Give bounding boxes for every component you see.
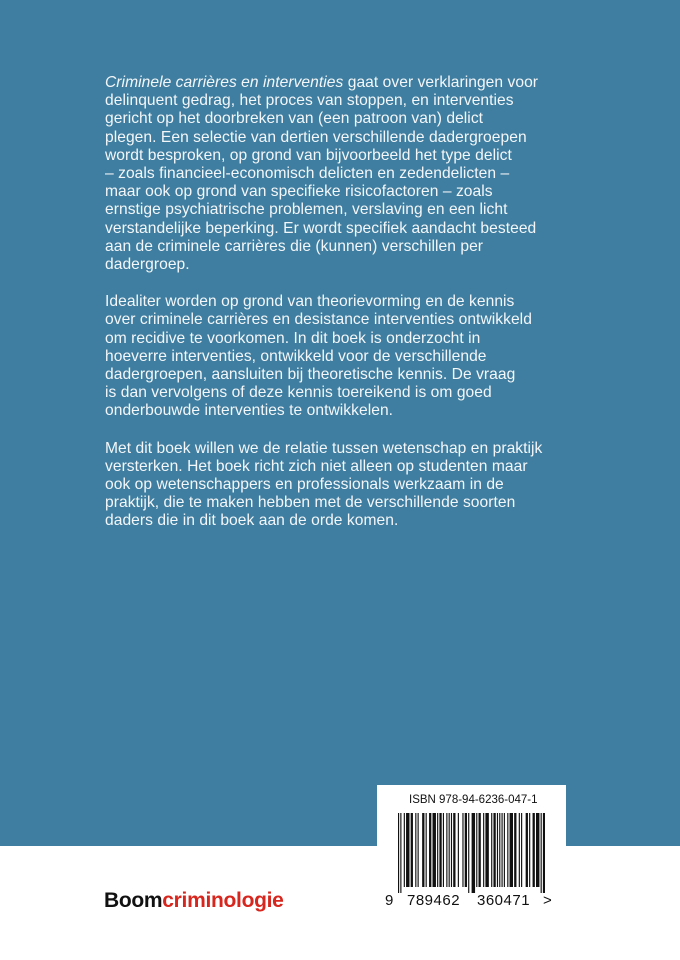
barcode-bar [426,813,427,887]
blurb-paragraph [105,293,575,420]
barcode-bar [453,813,455,887]
blurb-line [105,238,575,256]
barcode-bar [485,813,488,887]
blurb-line [105,494,575,512]
blurb-line [105,402,575,420]
blurb-line-text: over criminele carrières en desistance interventies ontwikkeld [105,311,532,329]
blurb-line-text: is dan vervolgens of deze kennis toereikend is om goed [105,384,492,402]
blurb-paragraph [105,74,575,274]
barcode-bar [398,813,399,893]
blurb-line [105,110,575,128]
blurb-line [105,311,575,329]
barcode-bar [404,813,405,887]
blurb-line-text: Met dit boek willen we de relatie tussen wetenschap en praktijk [105,439,543,457]
blurb-line-text: dadergroep. [105,256,190,274]
back-cover-blurb [105,74,575,550]
blurb-line [105,458,575,476]
blurb-line [105,74,575,92]
publisher-name-criminologie: criminologie [162,889,284,912]
publisher-name-boom: Boom [104,889,163,912]
blurb-line [105,92,575,110]
blurb-line-text: om recidive te voorkomen. In dit boek is onderzocht in [105,329,481,347]
blurb-line [105,220,575,238]
blurb-line-text: ernstige psychiatrische problemen, verslaving en een licht [105,201,508,219]
barcode-bar [543,813,545,893]
barcode-bar [418,813,419,887]
barcode-bar [479,813,481,887]
barcode-bar [422,813,424,887]
barcode-bar [526,813,528,887]
blurb-line [105,183,575,201]
barcode-bar [472,813,475,893]
blurb-line-text: ook op wetenschappers en professionals werkzaam in de [105,476,504,494]
barcode-bar [446,813,447,887]
blurb-line-text: gaat over verklaringen voor [343,74,539,91]
blurb-line [105,293,575,311]
barcode-bar [502,813,503,887]
barcode-bars [398,813,545,893]
blurb-line-text: daders die in dit boek aan de orde komen. [105,512,399,530]
blurb-line-text: – zoals financieel-economisch delicten en zedendelicten – [105,165,510,183]
blurb-line [105,384,575,402]
blurb-line [105,476,575,494]
barcode-bar [533,813,535,887]
barcode-bar [462,813,463,887]
book-title-italic: Criminele carrières en interventies [105,74,344,91]
barcode-bar [411,813,413,887]
blurb-line-text: delinquent gedrag, het proces van stoppen, en interventies [105,92,514,110]
barcode-bar [519,813,520,887]
blurb-line [105,256,575,274]
barcode-bar [536,813,539,887]
blurb-line [105,330,575,348]
barcode-bar [468,813,469,893]
blurb-line-text: praktijk, die te maken hebben met de verschillende soorten [105,494,516,512]
barcode-bar [458,813,459,887]
blurb-line [105,348,575,366]
publisher-logo [104,889,284,913]
barcode-bar [406,813,409,887]
barcode-bar [415,813,416,887]
blurb-line [105,440,575,458]
barcode-bar [476,813,477,887]
blurb-line-text: Idealiter worden op grond van theorievorming en de kennis [105,293,515,311]
blurb-line-text: versterken. Het boek richt zich niet alleen op studenten maar [105,457,528,475]
barcode-bar [497,813,498,887]
barcode-bar [451,813,452,887]
barcode-bar [483,813,484,887]
barcode-bar [429,813,431,887]
barcode-panel [377,785,566,915]
blurb-line [105,512,575,530]
blurb-line-text: aan de criminele carrières die (kunnen) verschillen per [105,237,484,255]
barcode-bar [465,813,467,887]
blurb-line-text: wordt besproken, op grond van bijvoorbeeld het type delict [105,146,512,164]
barcode-bar [443,813,444,887]
barcode-end-mark: > [543,892,553,909]
barcode-group-right: 360471 [477,892,531,909]
blurb-line [105,147,575,165]
blurb-line-text: gericht op het doorbreken van (een patroon van) delict [105,110,484,128]
blurb-paragraph [105,440,575,531]
barcode-bar [507,813,508,887]
blurb-line-text: verstandelijke beperking. Er wordt specifiek aandacht besteed [105,219,537,237]
barcode-bar [521,813,522,887]
blurb-line-text: hoeverre interventies, ontwikkeld voor de verschillende [105,347,487,365]
barcode-group-left: 789462 [407,892,461,909]
barcode-bar [449,813,450,887]
blurb-line-text: maar ook op grond van specifieke risicofactoren – zoals [105,183,493,201]
barcode-bar [493,813,495,887]
blurb-line [105,366,575,384]
barcode-bar [491,813,492,887]
barcode-bar [433,813,436,887]
blurb-line [105,201,575,219]
barcode-digits [385,892,552,909]
blurb-line [105,165,575,183]
blurb-line-text: plegen. Een selectie van dertien verschillende dadergroepen [105,128,527,146]
barcode-bar [439,813,441,887]
blurb-line-text: dadergroepen, aansluiten bij theoretische kennis. De vraag [105,366,516,384]
blurb-line [105,129,575,147]
barcode-bar [541,813,542,893]
isbn-label: ISBN 978-94-6236-047-1 [409,794,538,806]
barcode-bar [514,813,516,887]
blurb-line-text: onderbouwde interventies te ontwikkelen. [105,402,394,420]
barcode-bar [529,813,530,887]
barcode-bar [499,813,500,887]
barcode-bar [510,813,513,887]
barcode-bar [437,813,438,887]
barcode-first-digit: 9 [385,892,394,909]
barcode-bar [504,813,505,887]
barcode-bar [400,813,401,893]
